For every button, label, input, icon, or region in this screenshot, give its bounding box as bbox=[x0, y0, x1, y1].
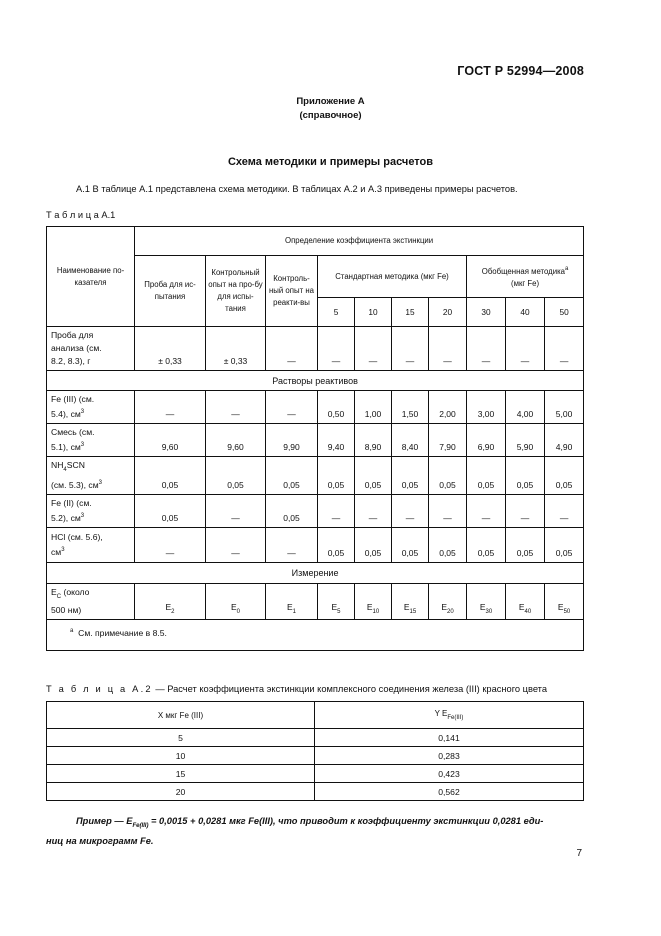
table-cell: — bbox=[266, 327, 318, 371]
table-cell: 5,00 bbox=[545, 391, 584, 424]
row-name-line bbox=[51, 459, 130, 477]
header-general-sup: а bbox=[565, 266, 569, 272]
row-name-line: 500 нм) bbox=[51, 605, 82, 615]
example-text: Пример — E bbox=[76, 816, 133, 826]
table-cell: 3,00 bbox=[467, 391, 506, 424]
symbol-base: E bbox=[366, 602, 373, 612]
row-name bbox=[47, 424, 135, 457]
table-cell: — bbox=[266, 528, 318, 563]
group-reagents: Растворы реактивов bbox=[47, 371, 584, 391]
table-cell: 0,05 bbox=[135, 457, 206, 495]
table-a1 bbox=[46, 226, 584, 651]
table-footnote bbox=[47, 620, 584, 651]
table-cell: — bbox=[135, 528, 206, 563]
header-control-reagents: Контроль-ный опыт на реакти-вы bbox=[266, 256, 318, 327]
table-cell: 0,05 bbox=[392, 528, 429, 563]
symbol-base: E bbox=[403, 602, 410, 612]
symbol-base: E bbox=[441, 602, 447, 612]
header-standard: Стандартная методика (мкг Fe) bbox=[318, 256, 467, 298]
table-cell: — bbox=[506, 327, 545, 371]
row-name-line: Смесь (см. bbox=[51, 427, 95, 437]
table-cell bbox=[135, 584, 206, 620]
header-y-sub: Fe(III) bbox=[447, 715, 464, 721]
table-cell bbox=[355, 584, 392, 620]
unit-sup: 3 bbox=[98, 480, 102, 486]
table-cell: 4,90 bbox=[545, 424, 584, 457]
header-name: Наименование по-казателя bbox=[47, 227, 135, 327]
table-cell: — bbox=[206, 528, 266, 563]
table-cell: 9,90 bbox=[266, 424, 318, 457]
table-row bbox=[47, 391, 584, 424]
appendix-title: Приложение А bbox=[296, 96, 365, 107]
table-cell: 0,05 bbox=[266, 457, 318, 495]
symbol-base: E bbox=[331, 602, 338, 612]
table-cell: 0,05 bbox=[506, 528, 545, 563]
header-definition: Определение коэффициента экстинкции bbox=[135, 227, 584, 256]
table-cell bbox=[545, 584, 584, 620]
table-cell: 0,05 bbox=[135, 495, 206, 528]
row-name-line bbox=[51, 477, 130, 492]
table-cell: — bbox=[266, 391, 318, 424]
table-cell: — bbox=[206, 391, 266, 424]
page-number: 7 bbox=[576, 848, 582, 859]
table-row bbox=[47, 747, 584, 765]
table-cell: 0,562 bbox=[315, 783, 584, 801]
symbol-base: E bbox=[518, 602, 525, 612]
row-name bbox=[47, 528, 135, 563]
symbol-sub: 10 bbox=[372, 609, 380, 615]
header-x: X мкг Fe (III) bbox=[47, 702, 315, 729]
document-code: ГОСТ Р 52994—2008 bbox=[457, 64, 584, 78]
header-general-unit: (мкг Fe) bbox=[511, 279, 540, 288]
table-cell: 9,60 bbox=[135, 424, 206, 457]
row-name-line bbox=[51, 586, 130, 604]
symbol-base: E bbox=[286, 602, 293, 612]
symbol-sub: 1 bbox=[292, 609, 296, 615]
table-cell: 15 bbox=[47, 765, 315, 783]
row-name-text: E bbox=[51, 587, 57, 597]
table2-caption bbox=[46, 684, 547, 694]
table-cell: 0,05 bbox=[355, 528, 392, 563]
table-row bbox=[47, 584, 584, 620]
table-cell: 0,05 bbox=[318, 528, 355, 563]
table-cell: 0,05 bbox=[206, 457, 266, 495]
table-cell: 1,00 bbox=[355, 391, 392, 424]
table-cell bbox=[467, 584, 506, 620]
header-control-sample: Контрольный опыт на про-бу для испы-тания bbox=[206, 256, 266, 327]
unit-sup: 3 bbox=[80, 442, 85, 448]
section-title: Схема методики и примеры расчетов bbox=[227, 156, 434, 168]
table-row bbox=[47, 528, 584, 563]
table-cell: 0,423 bbox=[315, 765, 584, 783]
table-cell: 5,90 bbox=[506, 424, 545, 457]
row-name-text: (около bbox=[63, 587, 90, 597]
symbol-sub: C bbox=[56, 594, 62, 600]
symbol-sub: 2 bbox=[171, 609, 175, 615]
table-cell: 2,00 bbox=[429, 391, 467, 424]
table-cell: 0,283 bbox=[315, 747, 584, 765]
table-cell: — bbox=[545, 495, 584, 528]
header-gen-30: 30 bbox=[467, 298, 506, 327]
row-name-text: 5.1), см bbox=[51, 442, 81, 452]
row-name-line: HCl (см. 5.6), bbox=[51, 532, 103, 542]
table-cell: 0,05 bbox=[467, 457, 506, 495]
symbol-sub: 0 bbox=[236, 609, 240, 615]
header-gen-50: 50 bbox=[545, 298, 584, 327]
example-sub: Fe(III) bbox=[132, 823, 149, 829]
table-cell: 0,05 bbox=[545, 528, 584, 563]
table-row bbox=[47, 783, 584, 801]
row-name-text: (см. 5.3), см bbox=[51, 480, 99, 490]
table-cell: 7,90 bbox=[429, 424, 467, 457]
table-cell: — bbox=[506, 495, 545, 528]
header-std-15: 15 bbox=[392, 298, 429, 327]
table-cell: — bbox=[545, 327, 584, 371]
row-name-text: 5.2), см bbox=[51, 513, 81, 523]
table-cell: 0,05 bbox=[506, 457, 545, 495]
header-std-10: 10 bbox=[355, 298, 392, 327]
header-general-label: Обобщенная методика bbox=[481, 267, 566, 276]
row-name bbox=[47, 391, 135, 424]
example-paragraph bbox=[46, 814, 583, 849]
symbol-sub: 50 bbox=[563, 609, 571, 615]
table-cell: 4,00 bbox=[506, 391, 545, 424]
symbol-sub: 40 bbox=[524, 609, 532, 615]
row-name-text: NH bbox=[51, 460, 64, 470]
table-cell: 0,141 bbox=[315, 729, 584, 747]
table-cell: — bbox=[135, 391, 206, 424]
table-cell: 10 bbox=[47, 747, 315, 765]
unit-sup: 3 bbox=[80, 409, 85, 415]
row-name-line: 8.2, 8.3), г bbox=[51, 356, 91, 366]
row-name-line: анализа (см. bbox=[51, 343, 102, 353]
appendix-heading bbox=[0, 95, 661, 123]
table-cell: — bbox=[355, 495, 392, 528]
table-row bbox=[47, 765, 584, 783]
row-name-line: Проба для bbox=[51, 330, 94, 340]
table-cell: — bbox=[392, 495, 429, 528]
table-cell: — bbox=[318, 327, 355, 371]
header-gen-40: 40 bbox=[506, 298, 545, 327]
table-cell bbox=[206, 584, 266, 620]
row-name-text bbox=[51, 587, 62, 600]
footnote-mark: а bbox=[70, 628, 74, 634]
table-cell: 0,05 bbox=[266, 495, 318, 528]
unit-sup: 3 bbox=[61, 547, 65, 553]
symbol-sub: 15 bbox=[409, 609, 417, 615]
example-continuation: ниц на микрограмм Fe. bbox=[46, 836, 154, 846]
table2-caption-prefix: Т а б л и ц а А.2 bbox=[46, 684, 153, 694]
row-name-line: Fe (III) (см. bbox=[51, 394, 95, 404]
footnote-text: См. примечание в 8.5. bbox=[78, 628, 167, 638]
table-cell: 0,05 bbox=[429, 528, 467, 563]
header-y bbox=[315, 702, 584, 729]
table-cell: ± 0,33 bbox=[206, 327, 266, 371]
header-sample: Проба для ис-пытания bbox=[135, 256, 206, 327]
table-cell bbox=[266, 584, 318, 620]
row-name bbox=[47, 495, 135, 528]
table-cell: 8,90 bbox=[355, 424, 392, 457]
formula-sub: 4 bbox=[63, 467, 67, 473]
row-name-line bbox=[51, 406, 130, 421]
table-cell: — bbox=[355, 327, 392, 371]
table-cell: — bbox=[429, 327, 467, 371]
symbol-base: E bbox=[165, 602, 172, 612]
table-row bbox=[47, 495, 584, 528]
table-cell: 5 bbox=[47, 729, 315, 747]
table-row bbox=[47, 424, 584, 457]
header-general bbox=[467, 256, 584, 298]
symbol-sub: 20 bbox=[446, 609, 454, 615]
table-cell: 0,05 bbox=[318, 457, 355, 495]
table-cell: 1,50 bbox=[392, 391, 429, 424]
appendix-subtitle: (справочное) bbox=[299, 110, 362, 121]
intro-paragraph: А.1 В таблице А.1 представлена схема методики. В таблицах А.2 и А.3 приведены примеры расчетов. bbox=[76, 184, 518, 194]
table-cell: 6,90 bbox=[467, 424, 506, 457]
symbol-base: E bbox=[230, 602, 237, 612]
row-name-line bbox=[51, 510, 130, 525]
table-cell: — bbox=[392, 327, 429, 371]
group-measurement: Измерение bbox=[47, 563, 584, 584]
table-cell bbox=[392, 584, 429, 620]
table-cell: 0,05 bbox=[392, 457, 429, 495]
table-cell: — bbox=[467, 327, 506, 371]
row-name-text: 5.4), см bbox=[51, 409, 81, 419]
example-text: = 0,0015 + 0,0281 мкг Fe(III), что приводит к коэффициенту экстинкции 0,0281 еди- bbox=[148, 816, 544, 826]
table-cell bbox=[318, 584, 355, 620]
table-cell bbox=[429, 584, 467, 620]
table-cell: 0,05 bbox=[467, 528, 506, 563]
row-name-text: см bbox=[51, 547, 62, 557]
row-name bbox=[47, 327, 135, 371]
row-name-line bbox=[51, 439, 130, 454]
table-cell: ± 0,33 bbox=[135, 327, 206, 371]
table-row bbox=[47, 327, 584, 371]
table-cell: 0,05 bbox=[429, 457, 467, 495]
table-row bbox=[47, 457, 584, 495]
header-y-label: Y E bbox=[434, 709, 448, 718]
table1-caption: Т а б л и ц а А.1 bbox=[46, 210, 116, 220]
header-std-5: 5 bbox=[318, 298, 355, 327]
table-cell: — bbox=[206, 495, 266, 528]
table-cell bbox=[506, 584, 545, 620]
table-cell: 20 bbox=[47, 783, 315, 801]
symbol-base: E bbox=[557, 602, 564, 612]
symbol-base: E bbox=[479, 602, 486, 612]
table-cell: — bbox=[467, 495, 506, 528]
table-cell: — bbox=[429, 495, 467, 528]
symbol-sub: 30 bbox=[485, 609, 493, 615]
header-std-20: 20 bbox=[429, 298, 467, 327]
table-cell: 8,40 bbox=[392, 424, 429, 457]
row-name-text: SCN bbox=[66, 460, 85, 470]
table-cell: 9,40 bbox=[318, 424, 355, 457]
row-name bbox=[47, 584, 135, 620]
table-cell: 9,60 bbox=[206, 424, 266, 457]
table-a2 bbox=[46, 701, 584, 801]
table2-caption-text: — Расчет коэффициента экстинкции комплексного соединения железа (III) красного цвета bbox=[152, 684, 548, 694]
row-name-line: Fe (II) (см. bbox=[51, 498, 92, 508]
table-cell: — bbox=[318, 495, 355, 528]
symbol-sub: 5 bbox=[337, 609, 341, 615]
row-name bbox=[47, 457, 135, 495]
table-cell: 0,50 bbox=[318, 391, 355, 424]
unit-sup: 3 bbox=[80, 513, 85, 519]
table-row bbox=[47, 729, 584, 747]
row-name-line bbox=[51, 544, 130, 559]
table-cell: 0,05 bbox=[545, 457, 584, 495]
table-cell: 0,05 bbox=[355, 457, 392, 495]
